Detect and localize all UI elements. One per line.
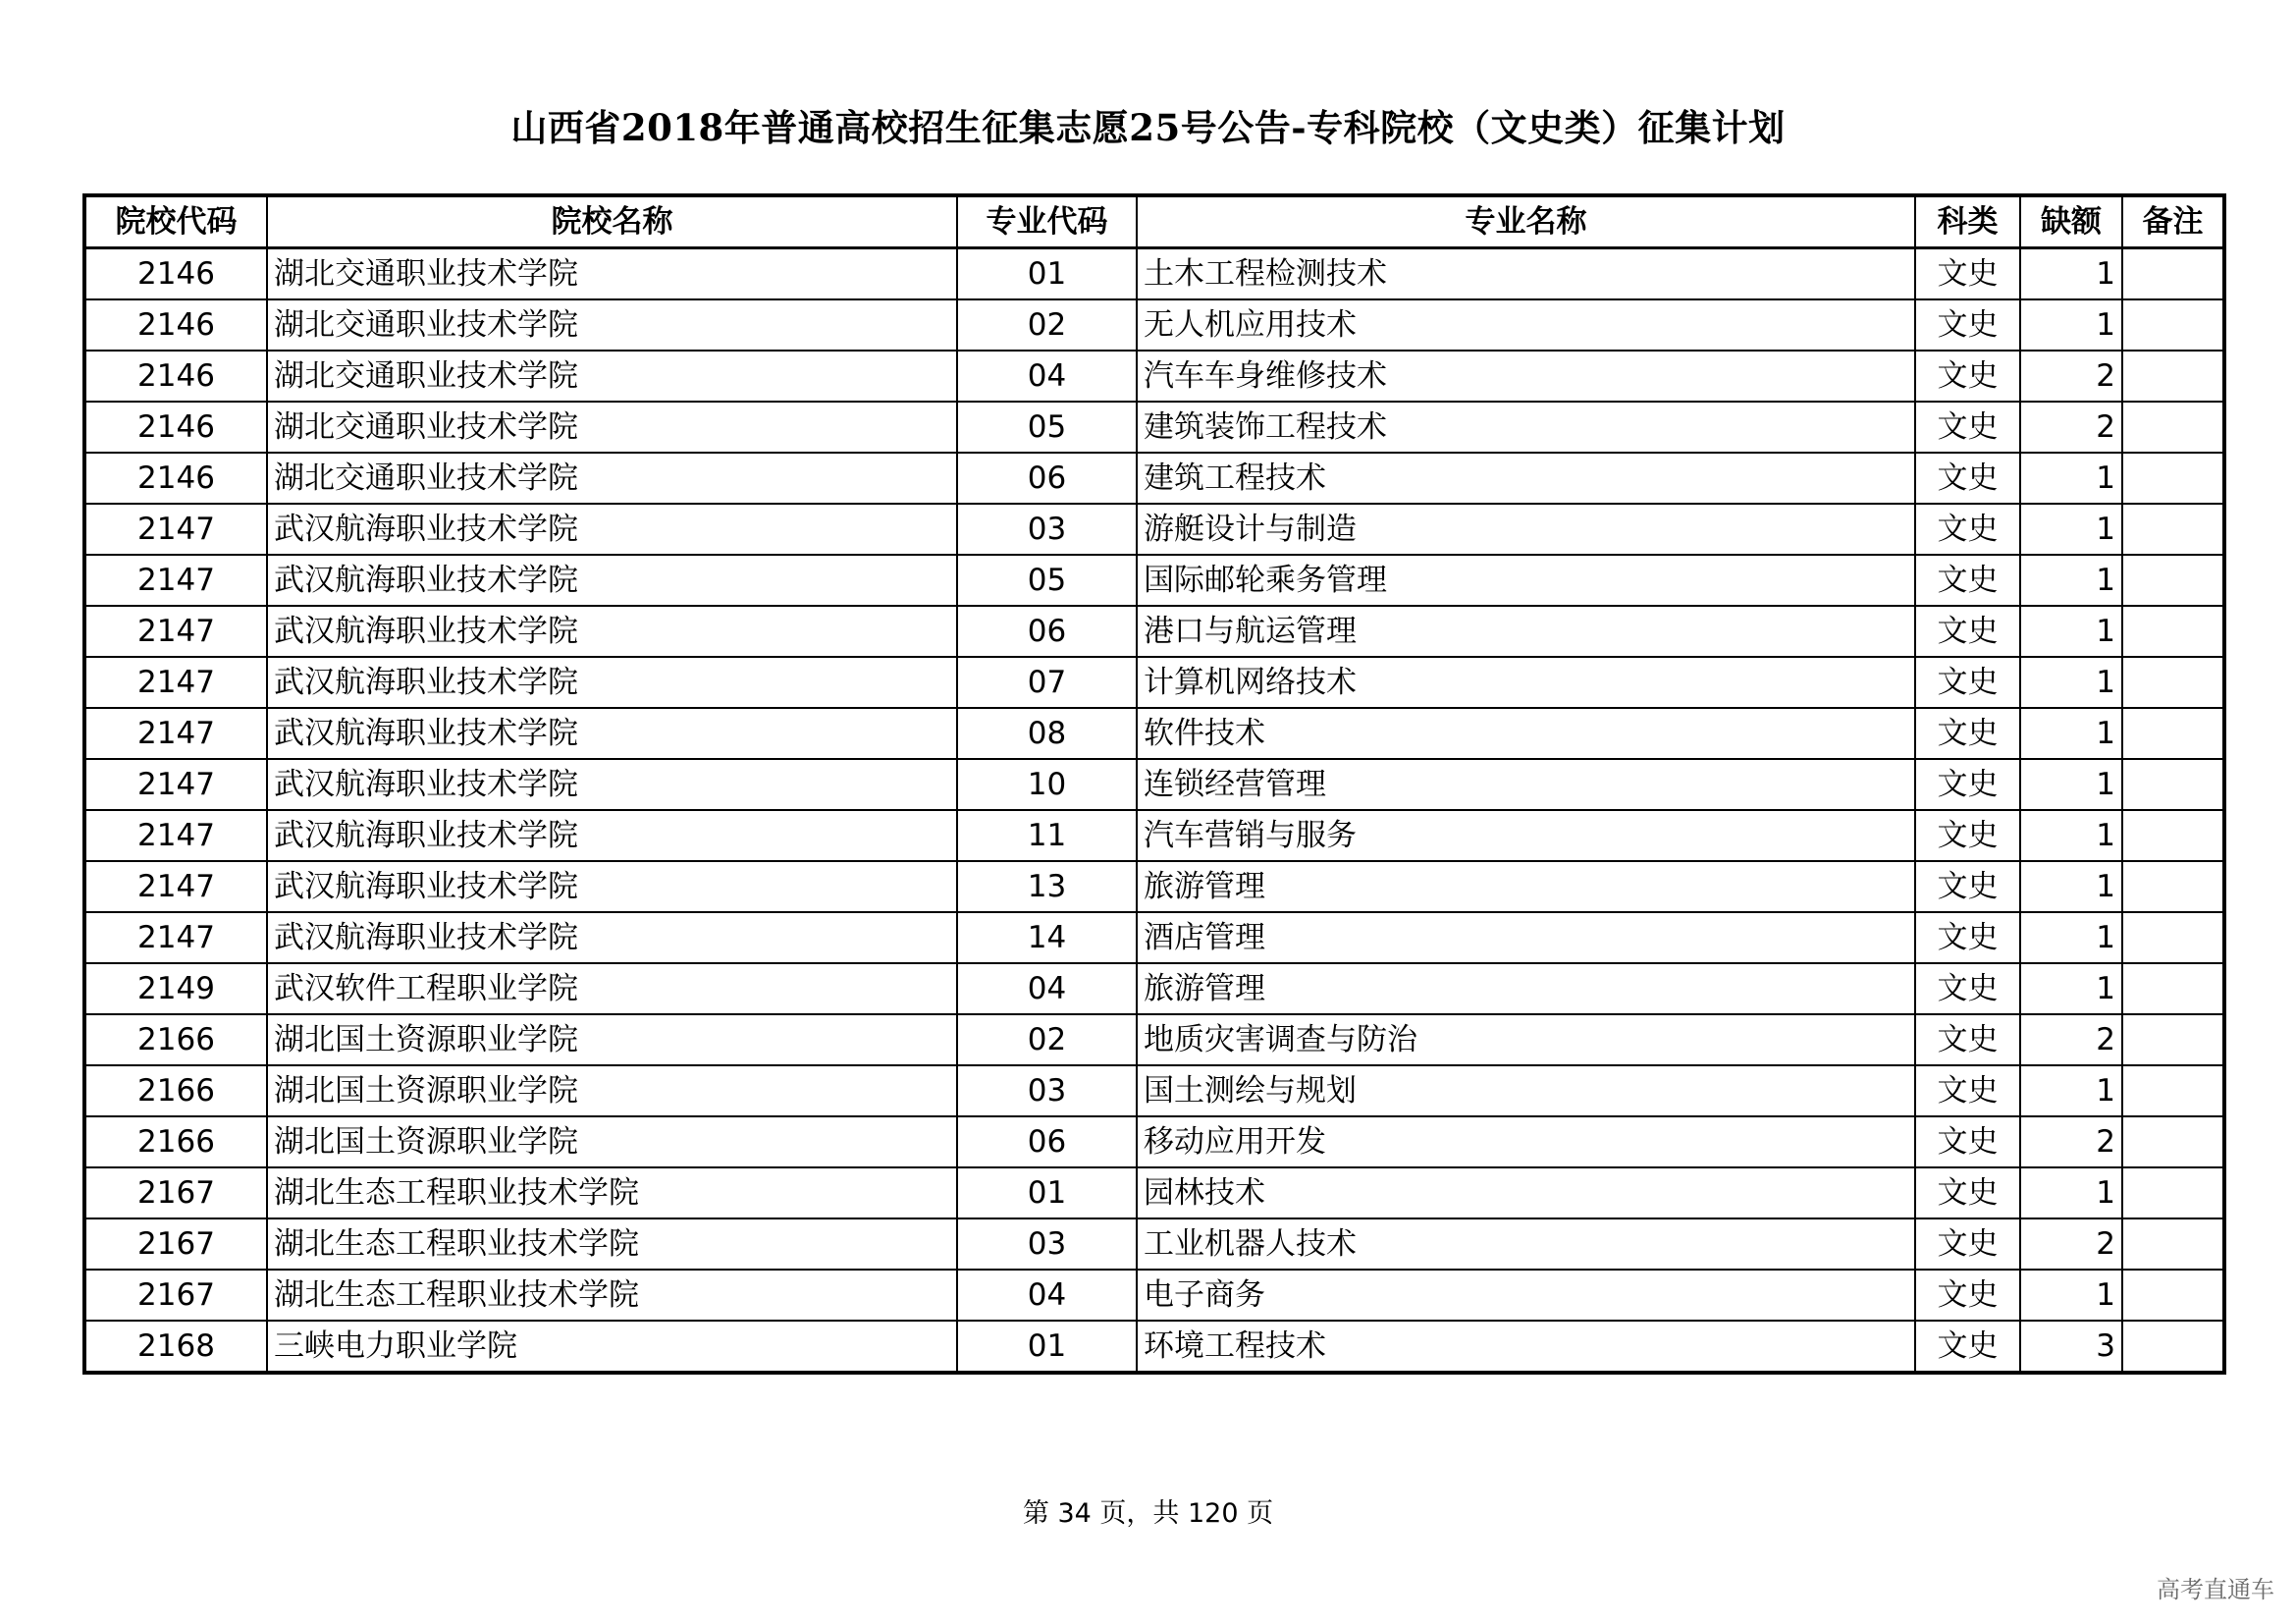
cell-major-code: 01 bbox=[957, 1167, 1137, 1218]
cell-major-name: 工业机器人技术 bbox=[1137, 1218, 1915, 1270]
cell-major-code: 03 bbox=[957, 1218, 1137, 1270]
cell-vacancy: 1 bbox=[2020, 555, 2122, 606]
cell-school-code: 2168 bbox=[84, 1321, 267, 1373]
table-header-row bbox=[84, 195, 2224, 248]
table-row bbox=[84, 504, 2224, 555]
cell-category: 文史 bbox=[1915, 453, 2020, 504]
cell-major-name: 旅游管理 bbox=[1137, 963, 1915, 1014]
table-row bbox=[84, 453, 2224, 504]
table-row bbox=[84, 861, 2224, 912]
cell-school-name: 武汉航海职业技术学院 bbox=[267, 504, 957, 555]
cell-vacancy: 1 bbox=[2020, 963, 2122, 1014]
table-row bbox=[84, 1321, 2224, 1373]
cell-school-code: 2147 bbox=[84, 759, 267, 810]
cell-remark bbox=[2122, 1014, 2224, 1065]
table-row bbox=[84, 1218, 2224, 1270]
cell-category: 文史 bbox=[1915, 708, 2020, 759]
cell-vacancy: 1 bbox=[2020, 1065, 2122, 1116]
table-row bbox=[84, 1270, 2224, 1321]
enrollment-plan-table bbox=[82, 193, 2226, 1375]
table-row bbox=[84, 810, 2224, 861]
table-row bbox=[84, 912, 2224, 963]
cell-remark bbox=[2122, 402, 2224, 453]
cell-school-name: 武汉软件工程职业学院 bbox=[267, 963, 957, 1014]
cell-school-code: 2147 bbox=[84, 810, 267, 861]
cell-major-code: 11 bbox=[957, 810, 1137, 861]
cell-category: 文史 bbox=[1915, 504, 2020, 555]
cell-category: 文史 bbox=[1915, 1321, 2020, 1373]
table-row bbox=[84, 759, 2224, 810]
cell-school-code: 2147 bbox=[84, 555, 267, 606]
header-school-name: 院校名称 bbox=[267, 195, 957, 248]
watermark: 高考直通车 bbox=[2157, 1576, 2274, 1603]
table-row bbox=[84, 351, 2224, 402]
cell-major-name: 计算机网络技术 bbox=[1137, 657, 1915, 708]
cell-major-code: 04 bbox=[957, 351, 1137, 402]
cell-school-name: 湖北生态工程职业技术学院 bbox=[267, 1218, 957, 1270]
cell-major-name: 地质灾害调查与防治 bbox=[1137, 1014, 1915, 1065]
cell-school-code: 2147 bbox=[84, 606, 267, 657]
cell-school-name: 湖北国土资源职业学院 bbox=[267, 1065, 957, 1116]
cell-major-name: 汽车车身维修技术 bbox=[1137, 351, 1915, 402]
cell-major-code: 01 bbox=[957, 248, 1137, 300]
cell-remark bbox=[2122, 606, 2224, 657]
cell-major-name: 软件技术 bbox=[1137, 708, 1915, 759]
cell-vacancy: 1 bbox=[2020, 759, 2122, 810]
table-row bbox=[84, 963, 2224, 1014]
cell-school-code: 2149 bbox=[84, 963, 267, 1014]
header-vacancy: 缺额 bbox=[2020, 195, 2122, 248]
cell-school-code: 2167 bbox=[84, 1167, 267, 1218]
cell-remark bbox=[2122, 555, 2224, 606]
cell-remark bbox=[2122, 351, 2224, 402]
cell-major-name: 园林技术 bbox=[1137, 1167, 1915, 1218]
cell-vacancy: 1 bbox=[2020, 248, 2122, 300]
cell-major-name: 电子商务 bbox=[1137, 1270, 1915, 1321]
cell-major-code: 04 bbox=[957, 1270, 1137, 1321]
cell-remark bbox=[2122, 299, 2224, 351]
table-row bbox=[84, 555, 2224, 606]
header-school-code: 院校代码 bbox=[84, 195, 267, 248]
cell-school-code: 2146 bbox=[84, 453, 267, 504]
cell-major-code: 03 bbox=[957, 504, 1137, 555]
cell-school-name: 三峡电力职业学院 bbox=[267, 1321, 957, 1373]
table-row bbox=[84, 1065, 2224, 1116]
cell-category: 文史 bbox=[1915, 555, 2020, 606]
table-row bbox=[84, 708, 2224, 759]
cell-remark bbox=[2122, 963, 2224, 1014]
cell-school-code: 2166 bbox=[84, 1014, 267, 1065]
cell-major-name: 国土测绘与规划 bbox=[1137, 1065, 1915, 1116]
cell-school-name: 湖北交通职业技术学院 bbox=[267, 453, 957, 504]
cell-major-name: 国际邮轮乘务管理 bbox=[1137, 555, 1915, 606]
cell-remark bbox=[2122, 708, 2224, 759]
cell-category: 文史 bbox=[1915, 810, 2020, 861]
cell-major-name: 建筑工程技术 bbox=[1137, 453, 1915, 504]
cell-school-code: 2146 bbox=[84, 248, 267, 300]
cell-remark bbox=[2122, 810, 2224, 861]
table-row bbox=[84, 657, 2224, 708]
cell-vacancy: 3 bbox=[2020, 1321, 2122, 1373]
cell-school-name: 武汉航海职业技术学院 bbox=[267, 708, 957, 759]
cell-vacancy: 1 bbox=[2020, 657, 2122, 708]
cell-vacancy: 1 bbox=[2020, 299, 2122, 351]
cell-school-name: 湖北交通职业技术学院 bbox=[267, 402, 957, 453]
cell-major-name: 环境工程技术 bbox=[1137, 1321, 1915, 1373]
cell-remark bbox=[2122, 1116, 2224, 1167]
cell-category: 文史 bbox=[1915, 1167, 2020, 1218]
cell-remark bbox=[2122, 759, 2224, 810]
cell-vacancy: 2 bbox=[2020, 1014, 2122, 1065]
cell-category: 文史 bbox=[1915, 1014, 2020, 1065]
cell-school-name: 湖北生态工程职业技术学院 bbox=[267, 1167, 957, 1218]
cell-school-name: 湖北国土资源职业学院 bbox=[267, 1014, 957, 1065]
cell-school-name: 武汉航海职业技术学院 bbox=[267, 657, 957, 708]
cell-vacancy: 1 bbox=[2020, 861, 2122, 912]
cell-remark bbox=[2122, 861, 2224, 912]
cell-school-code: 2147 bbox=[84, 504, 267, 555]
cell-school-code: 2166 bbox=[84, 1065, 267, 1116]
cell-school-name: 武汉航海职业技术学院 bbox=[267, 555, 957, 606]
table-row bbox=[84, 1167, 2224, 1218]
cell-major-code: 03 bbox=[957, 1065, 1137, 1116]
cell-category: 文史 bbox=[1915, 351, 2020, 402]
cell-vacancy: 1 bbox=[2020, 1270, 2122, 1321]
cell-remark bbox=[2122, 1167, 2224, 1218]
cell-school-name: 湖北交通职业技术学院 bbox=[267, 248, 957, 300]
cell-school-name: 武汉航海职业技术学院 bbox=[267, 759, 957, 810]
cell-major-code: 06 bbox=[957, 606, 1137, 657]
cell-major-code: 13 bbox=[957, 861, 1137, 912]
table-row bbox=[84, 606, 2224, 657]
cell-remark bbox=[2122, 1270, 2224, 1321]
cell-school-name: 湖北国土资源职业学院 bbox=[267, 1116, 957, 1167]
cell-category: 文史 bbox=[1915, 1116, 2020, 1167]
cell-school-name: 湖北生态工程职业技术学院 bbox=[267, 1270, 957, 1321]
cell-category: 文史 bbox=[1915, 248, 2020, 300]
table-body bbox=[84, 248, 2224, 1374]
cell-school-code: 2147 bbox=[84, 861, 267, 912]
cell-category: 文史 bbox=[1915, 299, 2020, 351]
cell-major-code: 02 bbox=[957, 1014, 1137, 1065]
cell-school-name: 武汉航海职业技术学院 bbox=[267, 606, 957, 657]
cell-major-name: 无人机应用技术 bbox=[1137, 299, 1915, 351]
cell-major-name: 汽车营销与服务 bbox=[1137, 810, 1915, 861]
cell-school-name: 湖北交通职业技术学院 bbox=[267, 299, 957, 351]
table-row bbox=[84, 1014, 2224, 1065]
cell-remark bbox=[2122, 248, 2224, 300]
header-major-name: 专业名称 bbox=[1137, 195, 1915, 248]
cell-school-name: 武汉航海职业技术学院 bbox=[267, 810, 957, 861]
table-row bbox=[84, 1116, 2224, 1167]
cell-school-code: 2167 bbox=[84, 1270, 267, 1321]
cell-school-code: 2147 bbox=[84, 657, 267, 708]
cell-school-code: 2147 bbox=[84, 708, 267, 759]
cell-remark bbox=[2122, 912, 2224, 963]
cell-category: 文史 bbox=[1915, 1270, 2020, 1321]
cell-vacancy: 1 bbox=[2020, 606, 2122, 657]
cell-category: 文史 bbox=[1915, 1218, 2020, 1270]
cell-category: 文史 bbox=[1915, 1065, 2020, 1116]
cell-major-name: 游艇设计与制造 bbox=[1137, 504, 1915, 555]
cell-category: 文史 bbox=[1915, 657, 2020, 708]
cell-major-code: 01 bbox=[957, 1321, 1137, 1373]
cell-major-code: 05 bbox=[957, 402, 1137, 453]
cell-category: 文史 bbox=[1915, 759, 2020, 810]
cell-major-name: 旅游管理 bbox=[1137, 861, 1915, 912]
cell-major-name: 建筑装饰工程技术 bbox=[1137, 402, 1915, 453]
cell-school-name: 武汉航海职业技术学院 bbox=[267, 912, 957, 963]
cell-vacancy: 1 bbox=[2020, 810, 2122, 861]
cell-major-name: 土木工程检测技术 bbox=[1137, 248, 1915, 300]
cell-major-code: 06 bbox=[957, 1116, 1137, 1167]
cell-vacancy: 1 bbox=[2020, 1167, 2122, 1218]
cell-school-code: 2146 bbox=[84, 351, 267, 402]
cell-vacancy: 1 bbox=[2020, 504, 2122, 555]
cell-major-code: 05 bbox=[957, 555, 1137, 606]
table-row bbox=[84, 248, 2224, 300]
cell-major-code: 04 bbox=[957, 963, 1137, 1014]
cell-major-code: 06 bbox=[957, 453, 1137, 504]
page-title: 山西省2018年普通高校招生征集志愿25号公告-专科院校（文史类）征集计划 bbox=[510, 106, 1786, 149]
cell-major-name: 连锁经营管理 bbox=[1137, 759, 1915, 810]
cell-category: 文史 bbox=[1915, 402, 2020, 453]
cell-major-code: 08 bbox=[957, 708, 1137, 759]
cell-major-code: 02 bbox=[957, 299, 1137, 351]
cell-major-name: 酒店管理 bbox=[1137, 912, 1915, 963]
cell-major-name: 港口与航运管理 bbox=[1137, 606, 1915, 657]
table-row bbox=[84, 299, 2224, 351]
cell-major-name: 移动应用开发 bbox=[1137, 1116, 1915, 1167]
cell-category: 文史 bbox=[1915, 861, 2020, 912]
cell-category: 文史 bbox=[1915, 963, 2020, 1014]
cell-vacancy: 1 bbox=[2020, 708, 2122, 759]
cell-school-name: 湖北交通职业技术学院 bbox=[267, 351, 957, 402]
cell-vacancy: 1 bbox=[2020, 453, 2122, 504]
header-category: 科类 bbox=[1915, 195, 2020, 248]
cell-remark bbox=[2122, 1065, 2224, 1116]
cell-category: 文史 bbox=[1915, 606, 2020, 657]
header-major-code: 专业代码 bbox=[957, 195, 1137, 248]
cell-school-code: 2167 bbox=[84, 1218, 267, 1270]
cell-school-code: 2147 bbox=[84, 912, 267, 963]
cell-major-code: 07 bbox=[957, 657, 1137, 708]
cell-school-code: 2146 bbox=[84, 402, 267, 453]
cell-major-code: 10 bbox=[957, 759, 1137, 810]
cell-vacancy: 2 bbox=[2020, 1218, 2122, 1270]
cell-school-name: 武汉航海职业技术学院 bbox=[267, 861, 957, 912]
cell-remark bbox=[2122, 657, 2224, 708]
cell-vacancy: 2 bbox=[2020, 1116, 2122, 1167]
table-row bbox=[84, 402, 2224, 453]
cell-vacancy: 2 bbox=[2020, 351, 2122, 402]
cell-school-code: 2166 bbox=[84, 1116, 267, 1167]
cell-major-code: 14 bbox=[957, 912, 1137, 963]
page-footer: 第 34 页，共 120 页 bbox=[1022, 1498, 1274, 1529]
cell-vacancy: 2 bbox=[2020, 402, 2122, 453]
cell-vacancy: 1 bbox=[2020, 912, 2122, 963]
cell-remark bbox=[2122, 453, 2224, 504]
cell-remark bbox=[2122, 1321, 2224, 1373]
cell-remark bbox=[2122, 504, 2224, 555]
cell-remark bbox=[2122, 1218, 2224, 1270]
cell-category: 文史 bbox=[1915, 912, 2020, 963]
header-remark: 备注 bbox=[2122, 195, 2224, 248]
cell-school-code: 2146 bbox=[84, 299, 267, 351]
